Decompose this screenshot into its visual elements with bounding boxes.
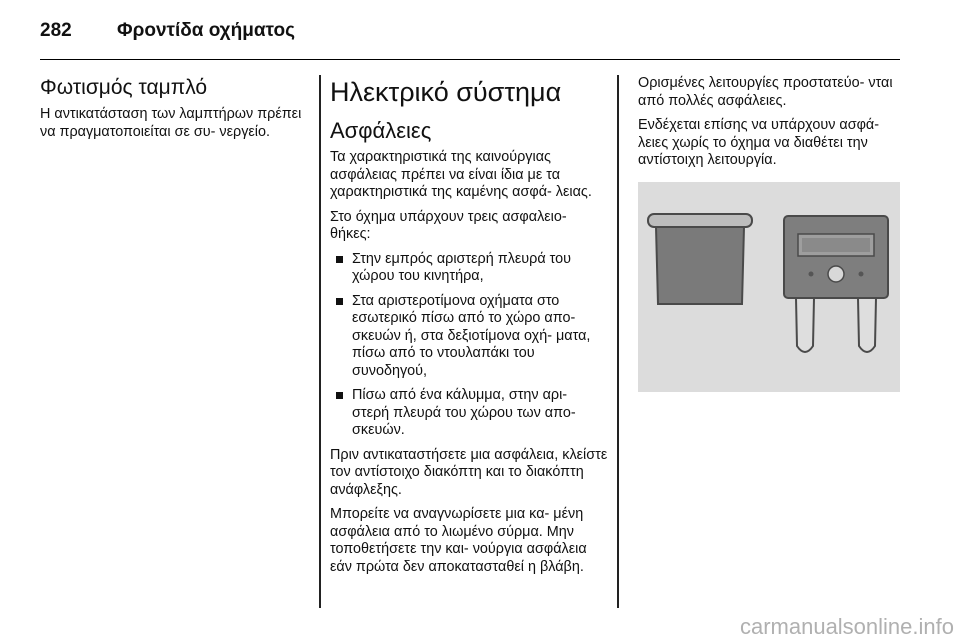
paragraph: Στο όχημα υπάρχουν τρεις ασφαλειο‐ θήκες: (330, 208, 567, 242)
list-item-text: Στην εμπρός αριστερή πλευρά του χώρου του κινητήρα, (352, 250, 571, 284)
column-divider-right (617, 75, 619, 608)
column-divider-left (319, 75, 321, 608)
paragraph: Μπορείτε να αναγνωρίσετε μια κα‐ μένη ασφάλεια από το λιωμένο σύρμα. Μην τοποθετήσετε την και‐ νούργια ασφάλεια εάν πρώτα δεν αποκατασταθεί η βλάβη. (330, 506, 587, 575)
paragraph: Τα χαρακτηριστικά της καινούργιας ασφάλειας πρέπει να είναι ίδια με τα χαρακτηριστικά της καμένης ασφά‐ λειας. (330, 149, 592, 200)
bullet-icon (336, 392, 343, 399)
bullet-icon (336, 298, 343, 305)
column-left (40, 75, 310, 148)
list-item-text: Στα αριστεροτίμονα οχήματα στο εσωτερικό πίσω από το χώρο απο‐ σκευών ή, στα δεξιοτίμονα οχή‐ ματα, πίσω από το ντουλαπάκι του συνοδηγού, (352, 292, 591, 379)
paragraph: Πριν αντικαταστήσετε μια ασφάλεια, κλείστε τον αντίστοιχο διακόπτη και το διακόπτη ανάφλεξης. (330, 446, 608, 498)
column-middle (330, 75, 608, 583)
footer-logo: carmanualsonline.info (739, 614, 954, 639)
paragraph: Ενδέχεται επίσης να υπάρχουν ασφά‐ λειες χωρίς το όχημα να διαθέτει την αντίστοιχη λειτουργία. (638, 117, 880, 168)
bullet-list (330, 251, 608, 440)
paragraph: Ορισμένες λειτουργίες προστατεύο‐ νται από πολλές ασφάλειες. (638, 75, 893, 109)
list-item (330, 293, 608, 381)
section-title: Ηλεκτρικό σύστημα (330, 77, 562, 107)
bullet-icon (336, 256, 343, 263)
section-heading: Φωτισμός ταμπλό (40, 76, 208, 99)
paragraph: Η αντικατάσταση των λαμπτήρων πρέπει να πραγματοποιείται σε συ‐ νεργείο. (40, 106, 302, 140)
list-item (330, 251, 608, 286)
list-item (330, 387, 608, 440)
page-header (0, 0, 960, 60)
running-title: Φροντίδα οχήματος (117, 20, 295, 41)
column-right (638, 75, 903, 177)
fuse-icon (638, 182, 900, 392)
header-rule (40, 59, 900, 60)
page-number: 282 (40, 20, 72, 41)
list-item-text: Πίσω από ένα κάλυμμα, στην αρι‐ στερή πλευρά του χώρου των απο‐ σκευών. (352, 387, 576, 438)
fuse-illustration (638, 182, 900, 392)
subsection-title: Ασφάλειες (330, 118, 432, 143)
